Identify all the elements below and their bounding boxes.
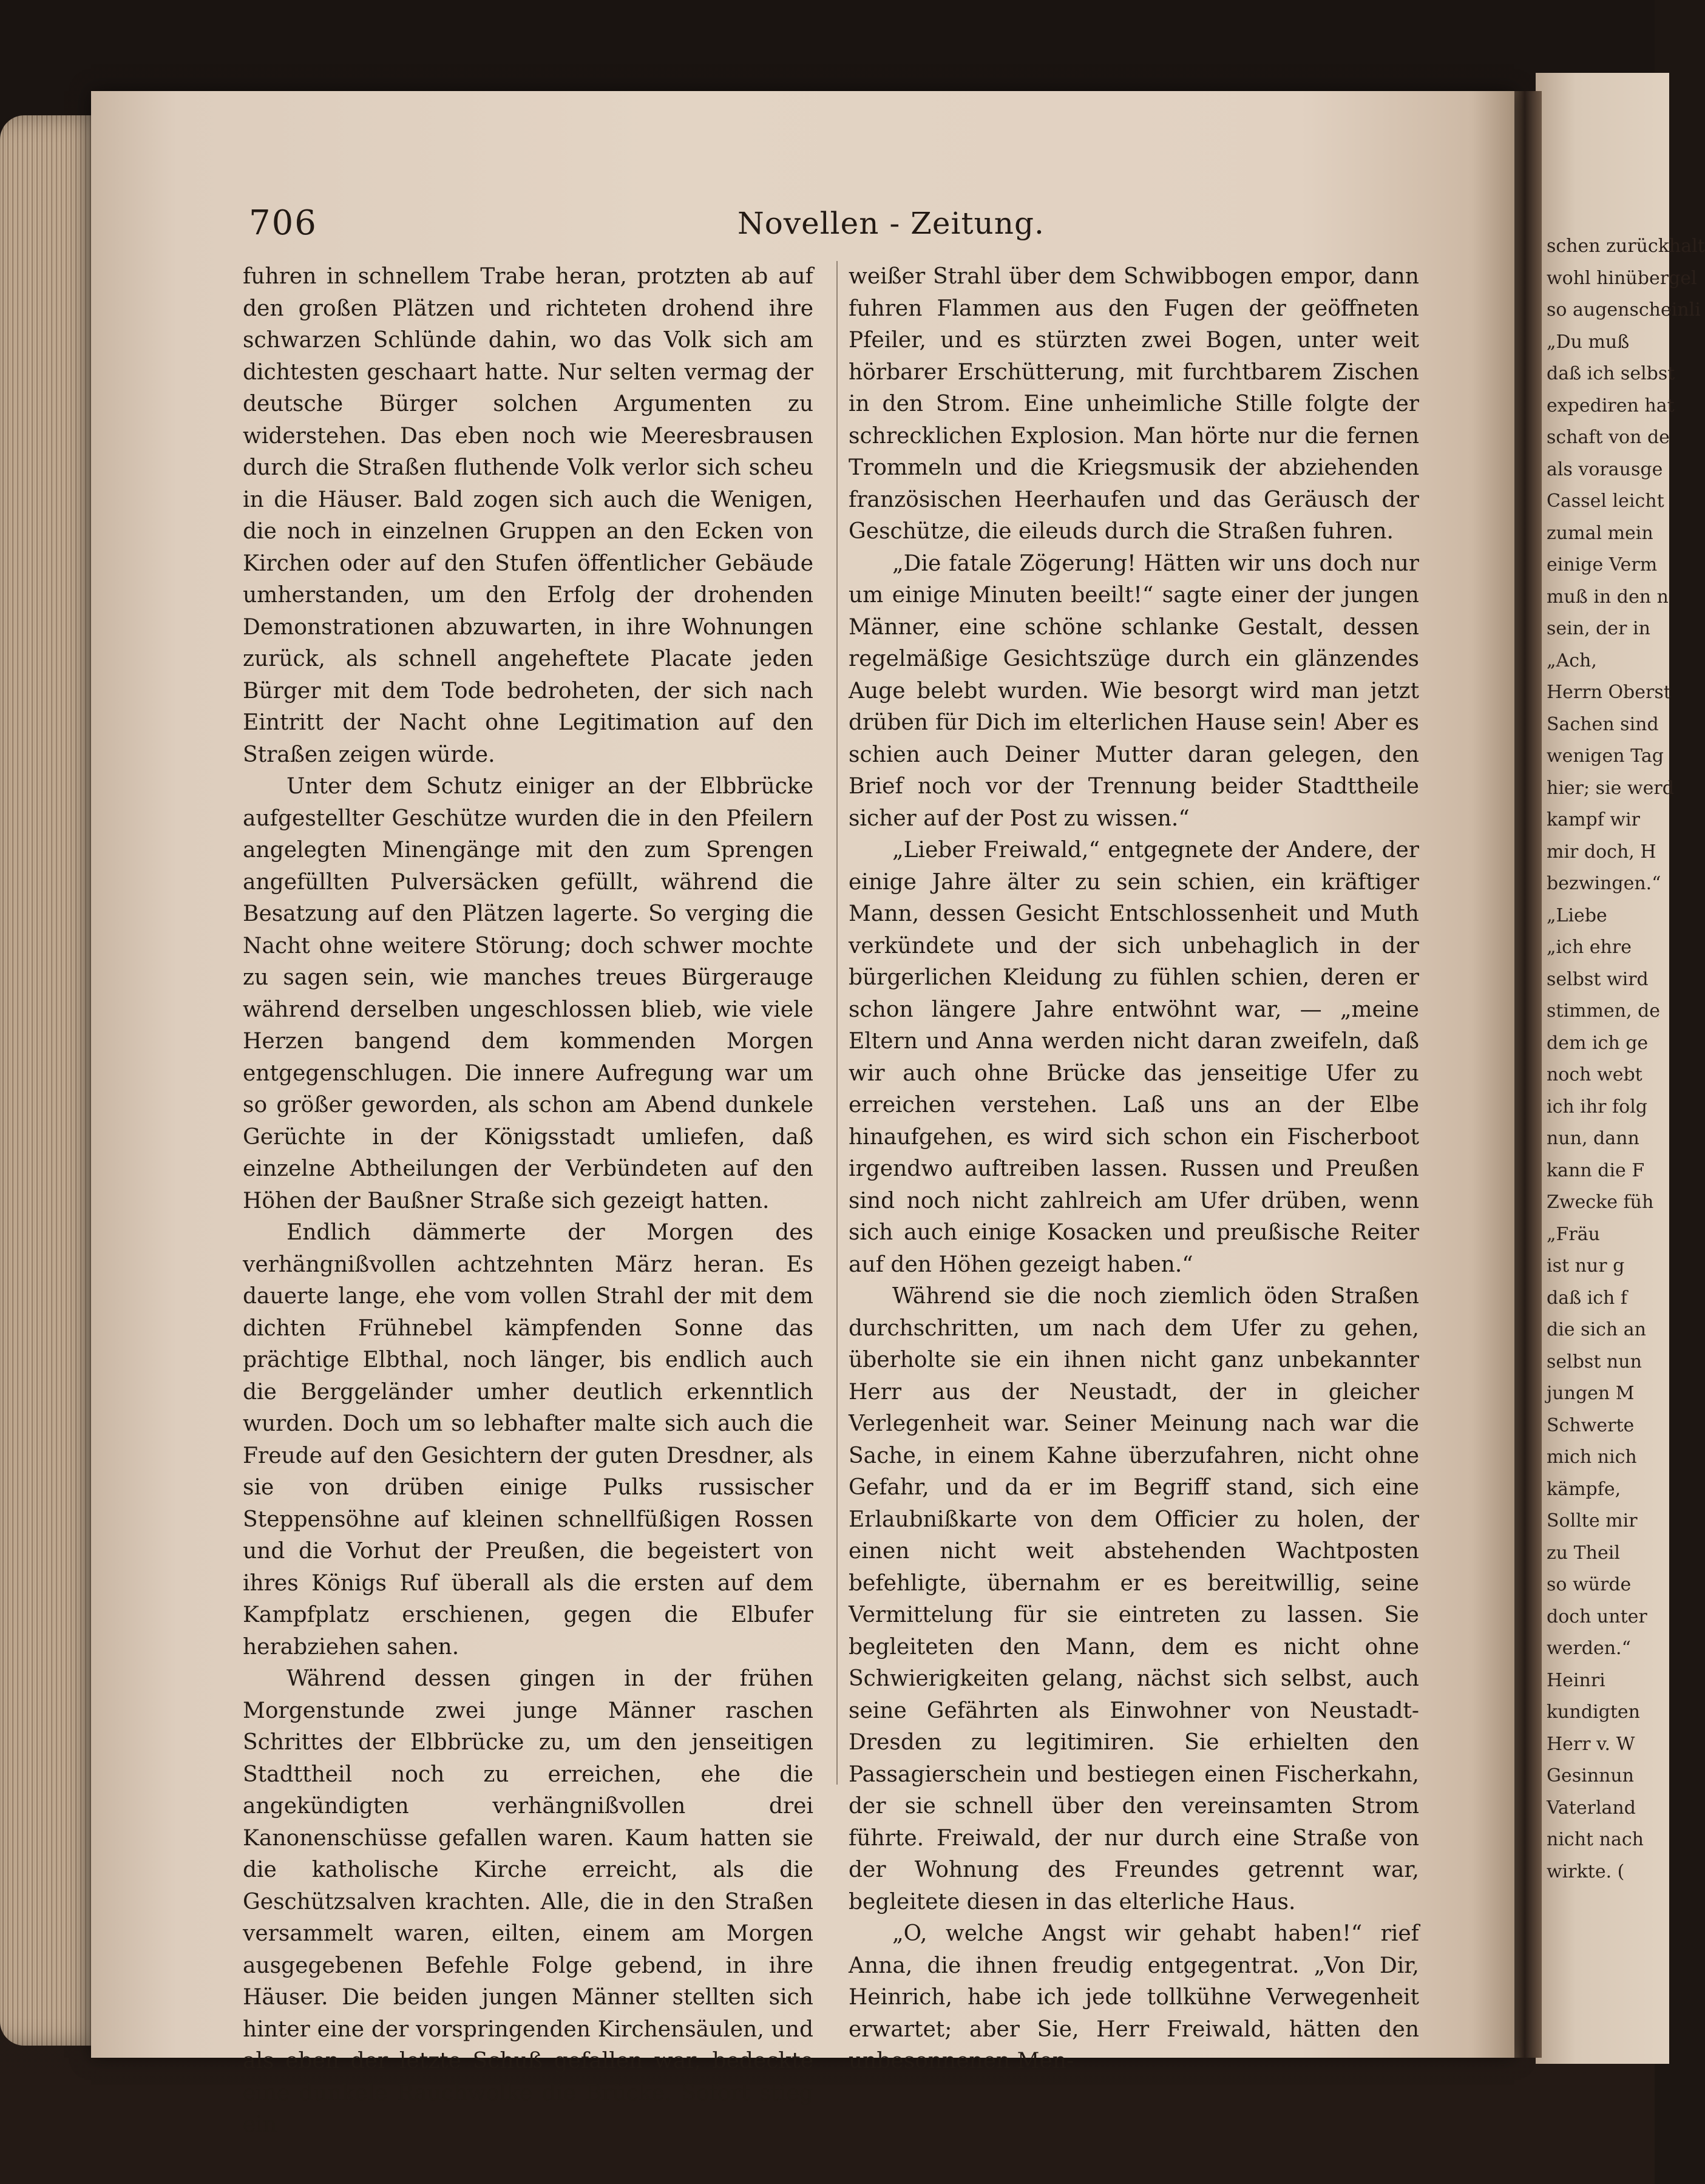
facing-page-line: so würde [1547, 1574, 1632, 1595]
facing-page-line: Heinri [1547, 1669, 1605, 1691]
facing-page-text [1547, 231, 1705, 1888]
facing-page-line: die sich an [1547, 1319, 1646, 1340]
facing-page-line: als vorausge [1547, 458, 1663, 480]
facing-page-line: Gesinnun [1547, 1765, 1634, 1786]
running-title: Novellen - Zeitung. [737, 206, 1045, 241]
facing-page-line: sein, der in [1547, 618, 1650, 639]
facing-page-line: daß ich f [1547, 1287, 1628, 1309]
facing-page-line: Cassel leicht [1547, 490, 1664, 512]
facing-page-line: nun, dann [1547, 1128, 1639, 1149]
facing-page-line: nicht nach [1547, 1829, 1644, 1850]
page-edges [0, 115, 103, 2046]
facing-page-line: zumal mein [1547, 522, 1653, 544]
facing-page-line: hier; sie werd [1547, 777, 1674, 799]
facing-page-line: Schwerte [1547, 1414, 1635, 1436]
facing-page-line: wohl hinübergel [1547, 267, 1697, 289]
facing-page-line: bezwingen.“ [1547, 873, 1661, 894]
facing-page-line: schen zurückhalt [1547, 236, 1705, 257]
right-column [849, 261, 1419, 2078]
facing-page-line: muß in den n [1547, 586, 1669, 608]
facing-page-line: kampf wir [1547, 809, 1640, 830]
paragraph: fuhren in schnellem Trabe heran, protzten ab auf den großen Plätzen und richteten drohend ihre schwarzen Schlünde dahin, wo das Volk sich am dichtesten geschaart hatte. Nur selten vermag der deutsche Bürger solchen Argumenten zu widerstehen. Das eben noch wie Meeresbrausen durch die Straßen fluthende Volk verlor sich scheu in die Häuser. Bald zogen sich auch die Wenigen, die noch in einzelnen Gruppen an den Ecken von Kirchen oder auf den Stufen öffentlicher Gebäude umherstanden, um den Erfolg der drohenden Demonstrationen abzuwarten, in ihre Wohnungen zurück, als schnell angeheftete Placate jeden Bürger mit dem Tode bedroheten, der sich nach Eintritt der Nacht ohne Legitimation auf den Straßen zeigen würde. [243, 264, 813, 767]
facing-page-line: werden.“ [1547, 1638, 1631, 1659]
paragraph: Während sie die noch ziemlich öden Straßen durchschritten, um nach dem Ufer zu gehen, überholte sie ein ihnen nicht ganz unbekannter Herr aus der Neustadt, der in gleicher Verlegenheit war. Seiner Meinung nach war die Sache, in einem Kahne überzufahren, nicht ohne Gefahr, und da er im Begriff stand, sich eine Erlaubnißkarte von dem Officier zu holen, der einen nicht weit abstehenden Wachtposten befehligte, übernahm er es bereitwillig, seine Vermittelung für sie eintreten zu lassen. Sie begleiteten den Mann, dem es nicht ohne Schwierigkeiten gelang, nächst sich selbst, auch seine Gefährten als Einwohner von Neustadt-Dresden zu legitimiren. Sie erhielten den Passagierschein und bestiegen einen Fischerkahn, der sie schnell über den vereinsamten Strom führte. Freiwald, der nur durch eine Straße von der Wohnung des Freundes getrennt war, begleitete diesen in das elterliche Haus. [849, 1284, 1419, 1914]
facing-page-line: mich nich [1547, 1446, 1637, 1468]
facing-page-line: dem ich ge [1547, 1032, 1649, 1054]
facing-page-line: Herrn Oberst [1547, 682, 1671, 703]
facing-page-line: zu Theil [1547, 1542, 1620, 1564]
paragraph: Endlich dämmerte der Morgen des verhängnißvollen achtzehnten März heran. Es dauerte lange, ehe vom vollen Strahl der mit dem dichten Frühnebel kämpfenden Sonne das prächtige Elbthal, noch länger, bis endlich auch die Berggeländer umher deutlich erkenntlich wurden. Doch um so lebhafter malte sich auch die Freude auf den Gesichtern der guten Dresdner, als sie von drüben einige Pulks russischer Steppensöhne auf kleinen schnellfüßigen Rossen und die Vorhut der Preußen, die begeistert von ihres Königs Ruf überall als die ersten auf dem Kampfplatz erschienen, gegen die Elbufer herabziehen sahen. [243, 1220, 813, 1660]
paragraph: „Die fatale Zögerung! Hätten wir uns doch nur um einige Minuten beeilt!“ sagte einer der jungen Männer, eine schöne schlanke Gestalt, dessen regelmäßige Gesichtszüge durch ein glänzendes Auge belebt wurden. Wie besorgt wird man jetzt drüben für Dich im elterlichen Hause sein! Aber es schien auch Deiner Mutter daran gelegen, den Brief noch vor der Trennung beider Stadttheile sicher auf der Post zu wissen.“ [849, 551, 1419, 831]
facing-page-line: wirkte. ( [1547, 1860, 1625, 1882]
page-number: 706 [249, 203, 317, 243]
facing-page-line: jungen M [1547, 1383, 1635, 1404]
facing-page-line: mir doch, H [1547, 841, 1656, 863]
facing-page-line: doch unter [1547, 1606, 1647, 1627]
facing-page-line: wenigen Tag [1547, 745, 1664, 767]
paragraph: „O, welche Angst wir gehabt haben!“ rief Anna, die ihnen freudig entgegentrat. „Von Dir, Heinrich, habe ich jede tollkühne Verwegenheit erwartet; aber Sie, Herr Freiwald, hätten den unbesonnenen Men- [849, 1921, 1419, 2074]
facing-page-line: stimmen, de [1547, 1000, 1661, 1022]
left-column [243, 261, 813, 2142]
facing-page-line: kann die F [1547, 1159, 1645, 1181]
facing-page-line: Sachen sind [1547, 713, 1659, 735]
paragraph: Unter dem Schutz einiger an der Elbbrücke aufgestellter Geschütze wurden die in den Pfeilern angelegten Minengänge mit den zum Sprengen angefüllten Pulversäcken gefüllt, während die Besatzung auf den Plätzen lagerte. So verging die Nacht ohne weitere Störung; doch schwer mochte zu sagen sein, wie manches treues Bürgerauge während derselben ungeschlossen blieb, wie viele Herzen bangend dem kommenden Morgen entgegenschlugen. Die innere Aufregung war um so größer geworden, als schon am Abend dunkele Gerüchte in der Königsstadt umliefen, daß einzelne Abtheilungen der Verbündeten auf den Höhen der Baußner Straße sich gezeigt hatten. [243, 774, 813, 1213]
facing-page-line: selbst wird [1547, 968, 1649, 990]
facing-page-line: ich ihr folg [1547, 1096, 1648, 1117]
facing-page-line: Sollte mir [1547, 1510, 1638, 1531]
facing-page-line: kundigten [1547, 1701, 1640, 1723]
paragraph: Während dessen gingen in der frühen Morgenstunde zwei junge Männer raschen Schrittes der Elbbrücke zu, um den jenseitigen Stadttheil noch zu erreichen, ehe die angekündigten verhängnißvollen drei Kanonenschüsse gefallen waren. Kaum hatten sie die katholische Kirche erreicht, als die Geschützsalven krachten. Alle, die in den Straßen versammelt waren, eilten, einem am Morgen ausgegebenen Befehle Folge gebend, in ihre Häuser. Die beiden jungen Männer stellten sich hinter eine der vorspringenden Kirchensäulen, und als eben der letzte Schuß gefallen war, bedeckte eine dunkele Rauchwolke die Brücke. Sofort stieg ein [243, 1666, 813, 2137]
facing-page-line: „Liebe [1547, 904, 1607, 926]
facing-page-line: daß ich selbst [1547, 363, 1675, 384]
facing-page-line: „ich ehre [1547, 937, 1632, 958]
facing-page-line: so augenscheinli [1547, 299, 1701, 320]
facing-page-line: expediren hat [1547, 395, 1675, 416]
facing-page-line: „Fräu [1547, 1223, 1600, 1245]
facing-page-line: „Ach, [1547, 649, 1597, 671]
page-header [243, 203, 1384, 246]
facing-page-line: schaft von de [1547, 427, 1670, 448]
facing-page-line: Zwecke füh [1547, 1192, 1654, 1213]
facing-page-line: ist nur g [1547, 1255, 1625, 1277]
column-divider [836, 261, 838, 1785]
facing-page-line: kämpfe, [1547, 1478, 1621, 1500]
facing-page-line: Herr v. W [1547, 1733, 1635, 1755]
paragraph: „Lieber Freiwald,“ entgegnete der Andere, der einige Jahre älter zu sein schien, ein kräftiger Mann, dessen Gesicht Entschlossenheit und Muth verkündete und der sich unbehaglich in der bürgerlichen Kleidung zu fühlen schien, deren er schon längere Jahre entwöhnt war, — „meine Eltern und Anna werden nicht daran zweifeln, daß wir auch ohne Brücke das jenseitige Ufer zu erreichen verstehen. Laß uns an der Elbe hinaufgehen, es wird sich schon ein Fischerboot irgendwo auftreiben lassen. Russen und Preußen sind noch nicht zahlreich am Ufer drüben, wenn sich auch einige Kosacken und preußische Reiter auf den Höhen gezeigt haben.“ [849, 838, 1419, 1277]
paragraph: weißer Strahl über dem Schwibbogen empor, dann fuhren Flammen aus den Fugen der geöffneten Pfeiler, und es stürzten zwei Bogen, unter weit hörbarer Erschütterung, mit furchtbarem Zischen in den Strom. Eine unheimliche Stille folgte der schrecklichen Explosion. Man hörte nur die fernen Trommeln und die Kriegsmusik der abziehenden französischen Heerhaufen und das Geräusch der Geschütze, die eileuds durch die Straßen fuhren. [849, 264, 1419, 544]
facing-page-line: einige Verm [1547, 554, 1658, 575]
facing-page-line: „Du muß [1547, 331, 1630, 353]
facing-page-line: selbst nun [1547, 1351, 1642, 1372]
facing-page-line: noch webt [1547, 1064, 1642, 1085]
facing-page-line: Vaterland [1547, 1797, 1636, 1819]
